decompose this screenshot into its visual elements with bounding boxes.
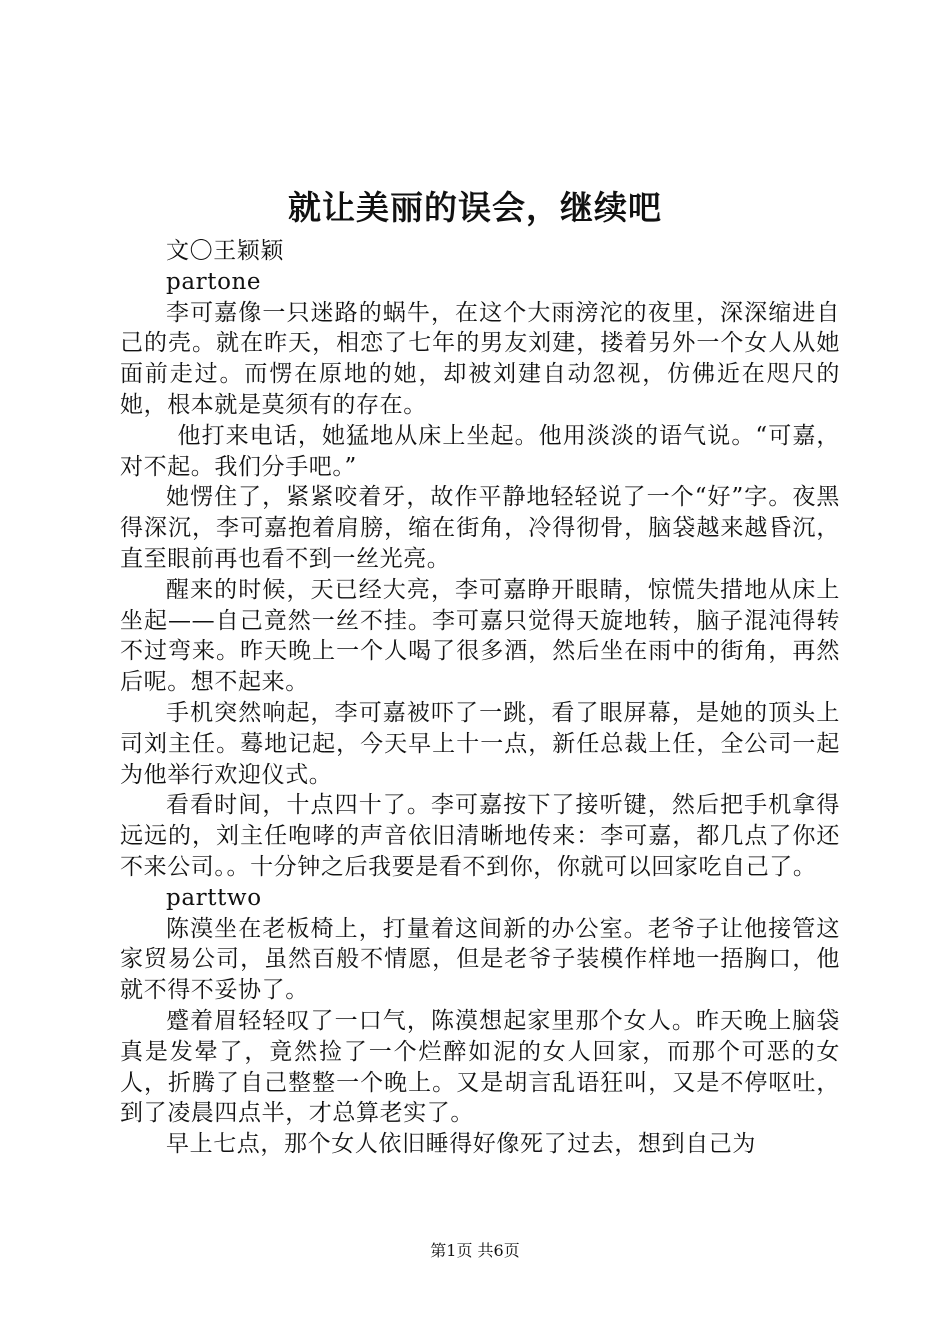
paragraph: 陈漠坐在老板椅上，打量着这间新的办公室。老爷子让他接管这家贸易公司，虽然百般不情愿，但是老爷子装模作样地一捂胸口，他就不得不妥协了。 <box>120 915 840 1004</box>
paragraph: 她愣住了，紧紧咬着牙，故作平静地轻轻说了一个“好”字。夜黑得深沉，李可嘉抱着肩膀，缩在街角，冷得彻骨，脑袋越来越昏沉，直至眼前再也看不到一丝光亮。 <box>120 484 840 572</box>
paragraph: 醒来的时候，天已经大亮，李可嘉睁开眼睛，惊慌失措地从床上坐起——自己竟然一丝不挂。李可嘉只觉得天旋地转，脑子混沌得转不过弯来。昨天晚上一个人喝了很多酒，然后坐在雨中的街角，再然后呢。想不起来。 <box>120 576 840 696</box>
document-title: 就让美丽的误会，继续吧 <box>288 188 662 227</box>
paragraph: 李可嘉像一只迷路的蜗牛，在这个大雨滂沱的夜里，深深缩进自己的壳。就在昨天，相恋了七年的男友刘建，搂着另外一个女人从她面前走过。而愣在原地的她，却被刘建自动忽视，仿佛近在咫尺的她，根本就是莫须有的存在。 <box>120 299 840 418</box>
page-number-footer: 第1页 共6页 <box>430 1241 520 1260</box>
author-line: 文〇王颖颖 <box>166 238 284 264</box>
section-heading-part-one: partone <box>166 268 262 295</box>
paragraph: 看看时间，十点四十了。李可嘉按下了接听键，然后把手机拿得远远的，刘主任咆哮的声音依旧清晰地传来：李可嘉，都几点了你还不来公司。。十分钟之后我要是看不到你，你就可以回家吃自己了。 <box>120 792 840 880</box>
paragraph: 早上七点，那个女人依旧睡得好像死了过去，想到自己为 <box>166 1131 756 1158</box>
paragraph: 蹙着眉轻轻叹了一口气，陈漠想起家里那个女人。昨天晚上脑袋真是发晕了，竟然捡了一个烂醉如泥的女人回家，而那个可恶的女人，折腾了自己整整一个晚上。又是胡言乱语狂叫，又是不停呕吐，到了凌晨四点半，才总算老实了。 <box>120 1007 840 1127</box>
section-heading-part-two: parttwo <box>166 884 262 911</box>
paragraph: 手机突然响起，李可嘉被吓了一跳，看了眼屏幕，是她的顶头上司刘主任。蓦地记起，今天早上十一点，新任总裁上任，全公司一起为他举行欢迎仪式。 <box>120 699 840 788</box>
paragraph: 他打来电话，她猛地从床上坐起。他用淡淡的语气说。“可嘉，对不起。我们分手吧。” <box>120 422 840 480</box>
document-body <box>120 236 840 1160</box>
